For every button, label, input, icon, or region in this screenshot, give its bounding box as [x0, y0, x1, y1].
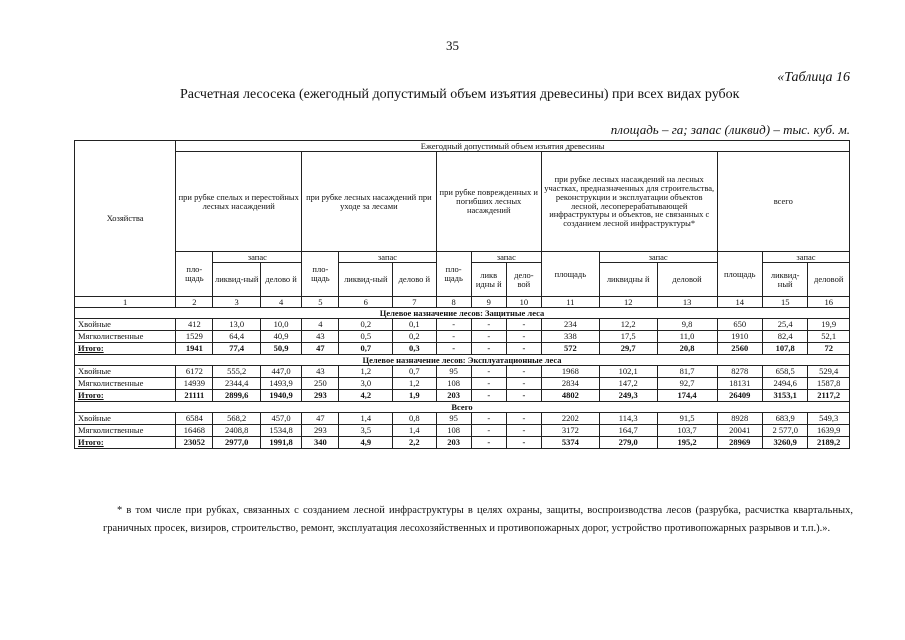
- table-cell: 4: [302, 319, 339, 331]
- table-cell: 8278: [717, 366, 762, 378]
- table-cell: 338: [541, 331, 599, 343]
- table-cell: 2834: [541, 378, 599, 390]
- table-cell: 279,0: [599, 437, 657, 449]
- table-cell: 77,4: [213, 343, 261, 355]
- header-stock: запас: [762, 252, 849, 263]
- column-number: 2: [176, 297, 213, 308]
- table-cell: 1,9: [393, 390, 436, 402]
- table-cell: 9,8: [657, 319, 717, 331]
- table-cell: 12,2: [599, 319, 657, 331]
- table-cell: -: [506, 437, 541, 449]
- table-cell: 0,5: [339, 331, 393, 343]
- header-stock: запас: [339, 252, 436, 263]
- table-cell: 16468: [176, 425, 213, 437]
- table-cell: 40,9: [260, 331, 301, 343]
- total-row: [75, 390, 850, 402]
- table-cell: 103,7: [657, 425, 717, 437]
- table-cell: 250: [302, 378, 339, 390]
- column-number: 14: [717, 297, 762, 308]
- table-cell: 8928: [717, 413, 762, 425]
- section-header-row: [75, 355, 850, 366]
- section-title: Всего: [75, 402, 850, 413]
- units-note: площадь – га; запас (ликвид) – тыс. куб. м.: [610, 122, 850, 137]
- table-cell: 0,7: [339, 343, 393, 355]
- header-area: пло-щадь: [176, 252, 213, 297]
- section-header-row: [75, 402, 850, 413]
- table-cell: 0,1: [393, 319, 436, 331]
- column-numbers-row: [75, 297, 850, 308]
- table-cell: 4,2: [339, 390, 393, 402]
- table-cell: -: [436, 343, 471, 355]
- header-stock: запас: [213, 252, 302, 263]
- table-cell: 164,7: [599, 425, 657, 437]
- table-cell: 293: [302, 425, 339, 437]
- harvest-table: [74, 140, 850, 449]
- header-farm: Хозяйства: [75, 141, 176, 297]
- table-row: [75, 319, 850, 331]
- column-number: 13: [657, 297, 717, 308]
- table-cell: 0,3: [393, 343, 436, 355]
- section-header-row: [75, 308, 850, 319]
- table-cell: 549,3: [808, 413, 850, 425]
- header-liquid: ликвидны й: [599, 263, 657, 297]
- table-cell: -: [436, 331, 471, 343]
- table-cell: 1,2: [339, 366, 393, 378]
- table-cell: 249,3: [599, 390, 657, 402]
- row-name: Итого:: [75, 390, 176, 402]
- table-cell: 0,2: [339, 319, 393, 331]
- table-cell: -: [506, 343, 541, 355]
- table-cell: 3153,1: [762, 390, 807, 402]
- table-cell: -: [471, 413, 506, 425]
- header-group-total: всего: [717, 152, 849, 252]
- table-cell: 95: [436, 366, 471, 378]
- table-cell: 650: [717, 319, 762, 331]
- header-business: делово й: [260, 263, 301, 297]
- table-cell: 457,0: [260, 413, 301, 425]
- table-cell: 28969: [717, 437, 762, 449]
- table-cell: -: [471, 343, 506, 355]
- table-cell: 23052: [176, 437, 213, 449]
- table-cell: 203: [436, 390, 471, 402]
- table-cell: 47: [302, 343, 339, 355]
- header-liquid: ликв идны й: [471, 263, 506, 297]
- table-cell: 95: [436, 413, 471, 425]
- table-cell: 293: [302, 390, 339, 402]
- table-cell: 2,2: [393, 437, 436, 449]
- table-cell: 1968: [541, 366, 599, 378]
- header-group-mature: при рубке спелых и перестойных лесных насаждений: [176, 152, 302, 252]
- table-cell: 1991,8: [260, 437, 301, 449]
- header-liquid: ликвид-ный: [339, 263, 393, 297]
- table-cell: 82,4: [762, 331, 807, 343]
- table-cell: 1,4: [339, 413, 393, 425]
- table-cell: 1534,8: [260, 425, 301, 437]
- column-number: 3: [213, 297, 261, 308]
- header-area: площадь: [541, 252, 599, 297]
- table-cell: -: [506, 413, 541, 425]
- table-cell: -: [471, 378, 506, 390]
- table-cell: 2202: [541, 413, 599, 425]
- table-cell: 2899,6: [213, 390, 261, 402]
- header-group-damaged: при рубке поврежденных и погибших лесных насаждений: [436, 152, 541, 252]
- row-name: Мягколиственные: [75, 331, 176, 343]
- table-cell: 555,2: [213, 366, 261, 378]
- row-name: Хвойные: [75, 413, 176, 425]
- table-cell: 2560: [717, 343, 762, 355]
- table-cell: 1587,8: [808, 378, 850, 390]
- table-cell: 17,5: [599, 331, 657, 343]
- table-cell: 52,1: [808, 331, 850, 343]
- table-cell: 11,0: [657, 331, 717, 343]
- table-cell: 10,0: [260, 319, 301, 331]
- table-row: [75, 331, 850, 343]
- table-cell: 20041: [717, 425, 762, 437]
- table-row: [75, 425, 850, 437]
- column-number: 8: [436, 297, 471, 308]
- table-cell: 234: [541, 319, 599, 331]
- table-cell: -: [471, 331, 506, 343]
- row-name: Итого:: [75, 437, 176, 449]
- table-cell: 1,4: [393, 425, 436, 437]
- column-number: 5: [302, 297, 339, 308]
- header-business: делово й: [393, 263, 436, 297]
- table-cell: 568,2: [213, 413, 261, 425]
- header-business: деловой: [808, 263, 850, 297]
- header-liquid: ликвид-ный: [213, 263, 261, 297]
- table-cell: -: [506, 390, 541, 402]
- table-cell: 6584: [176, 413, 213, 425]
- table-row: [75, 366, 850, 378]
- table-cell: 26409: [717, 390, 762, 402]
- column-number: 12: [599, 297, 657, 308]
- row-name: Итого:: [75, 343, 176, 355]
- table-cell: -: [506, 366, 541, 378]
- footnote: [103, 502, 853, 538]
- table-cell: -: [471, 390, 506, 402]
- header-area: площадь: [717, 252, 762, 297]
- table-cell: 2344,4: [213, 378, 261, 390]
- table-cell: 18131: [717, 378, 762, 390]
- table-cell: 81,7: [657, 366, 717, 378]
- table-cell: 14939: [176, 378, 213, 390]
- row-name: Хвойные: [75, 319, 176, 331]
- header-area: пло-щадь: [436, 252, 471, 297]
- table-cell: 3,5: [339, 425, 393, 437]
- table-cell: -: [506, 378, 541, 390]
- table-cell: 91,5: [657, 413, 717, 425]
- table-cell: 1,2: [393, 378, 436, 390]
- table-cell: 43: [302, 331, 339, 343]
- header-stock: запас: [599, 252, 717, 263]
- table-cell: 1529: [176, 331, 213, 343]
- table-cell: 4802: [541, 390, 599, 402]
- table-cell: 2 577,0: [762, 425, 807, 437]
- table-cell: 92,7: [657, 378, 717, 390]
- column-number: 15: [762, 297, 807, 308]
- column-number: 4: [260, 297, 301, 308]
- table-cell: 683,9: [762, 413, 807, 425]
- table-cell: -: [471, 437, 506, 449]
- table-cell: -: [506, 425, 541, 437]
- table-cell: 2117,2: [808, 390, 850, 402]
- total-row: [75, 343, 850, 355]
- table-cell: 1940,9: [260, 390, 301, 402]
- column-number: 1: [75, 297, 176, 308]
- table-cell: 3260,9: [762, 437, 807, 449]
- header-group-care: при рубке лесных насаждений при уходе за лесами: [302, 152, 436, 252]
- table-cell: 2408,8: [213, 425, 261, 437]
- table-cell: 340: [302, 437, 339, 449]
- table-cell: 102,1: [599, 366, 657, 378]
- table-cell: 2189,2: [808, 437, 850, 449]
- table-cell: 108: [436, 378, 471, 390]
- table-cell: 529,4: [808, 366, 850, 378]
- table-cell: 1941: [176, 343, 213, 355]
- header-business: деловой: [657, 263, 717, 297]
- table-cell: 47: [302, 413, 339, 425]
- column-number: 9: [471, 297, 506, 308]
- table-row: [75, 378, 850, 390]
- table-cell: 108: [436, 425, 471, 437]
- header-stock: запас: [471, 252, 541, 263]
- header-liquid: ликвид-ный: [762, 263, 807, 297]
- table-cell: 13,0: [213, 319, 261, 331]
- table-row: [75, 413, 850, 425]
- table-cell: 43: [302, 366, 339, 378]
- table-cell: 21111: [176, 390, 213, 402]
- table-cell: 658,5: [762, 366, 807, 378]
- footnote-text: * в том числе при рубках, связанных с созданием лесной инфраструктуры в целях охраны, защиты, воспроизводства лесов (разрубка, расчистка квартальных, граничных просек, визиров, строительство, ремонт, эксплуатация лесохозяйственных и противопожарных дорог, устройство противопожарных разрывов и т.п.).».: [103, 505, 853, 534]
- table-cell: 50,9: [260, 343, 301, 355]
- table-cell: 64,4: [213, 331, 261, 343]
- table-cell: 203: [436, 437, 471, 449]
- document-title: Расчетная лесосека (ежегодный допустимый объем изъятия древесины) при всех видах рубок: [180, 87, 740, 102]
- section-title: Целевое назначение лесов: Защитные леса: [75, 308, 850, 319]
- column-number: 7: [393, 297, 436, 308]
- table-cell: -: [506, 319, 541, 331]
- section-title: Целевое назначение лесов: Эксплуатационные леса: [75, 355, 850, 366]
- table-cell: 412: [176, 319, 213, 331]
- table-cell: -: [471, 319, 506, 331]
- row-name: Мягколиственные: [75, 425, 176, 437]
- table-label: «Таблица 16: [777, 70, 850, 85]
- table-cell: 2977,0: [213, 437, 261, 449]
- table-cell: 572: [541, 343, 599, 355]
- table-cell: 29,7: [599, 343, 657, 355]
- table-cell: 195,2: [657, 437, 717, 449]
- table-cell: 0,2: [393, 331, 436, 343]
- column-number: 10: [506, 297, 541, 308]
- table-cell: 19,9: [808, 319, 850, 331]
- column-number: 6: [339, 297, 393, 308]
- table-cell: 1493,9: [260, 378, 301, 390]
- table-cell: -: [471, 366, 506, 378]
- row-name: Мягколиственные: [75, 378, 176, 390]
- column-number: 16: [808, 297, 850, 308]
- table-cell: -: [436, 319, 471, 331]
- table-cell: 2494,6: [762, 378, 807, 390]
- table-cell: 107,8: [762, 343, 807, 355]
- table-cell: -: [506, 331, 541, 343]
- table-cell: 147,2: [599, 378, 657, 390]
- table-cell: 174,4: [657, 390, 717, 402]
- table-cell: -: [471, 425, 506, 437]
- total-row: [75, 437, 850, 449]
- table-cell: 114,3: [599, 413, 657, 425]
- table-cell: 1910: [717, 331, 762, 343]
- header-business: дело-вой: [506, 263, 541, 297]
- table-cell: 20,8: [657, 343, 717, 355]
- table-cell: 447,0: [260, 366, 301, 378]
- row-name: Хвойные: [75, 366, 176, 378]
- header-group-infrastructure: при рубке лесных насаждений на лесных участках, предназначенных для строительства, реконструкции и эксплуатации объектов лесной, лесоперерабатывающей инфраструктуры и объектов, не связанных с созданием лесной инфраструктуры*: [541, 152, 717, 252]
- header-area: пло-щадь: [302, 252, 339, 297]
- header-annual: Ежегодный допустимый объем изъятия древесины: [176, 141, 850, 152]
- table-cell: 25,4: [762, 319, 807, 331]
- table-cell: 0,7: [393, 366, 436, 378]
- page-number: 35: [446, 38, 459, 53]
- table-cell: 4,9: [339, 437, 393, 449]
- table-cell: 3172: [541, 425, 599, 437]
- table-cell: 72: [808, 343, 850, 355]
- table-cell: 3,0: [339, 378, 393, 390]
- column-number: 11: [541, 297, 599, 308]
- table-cell: 1639,9: [808, 425, 850, 437]
- table-cell: 0,8: [393, 413, 436, 425]
- table-cell: 5374: [541, 437, 599, 449]
- table-cell: 6172: [176, 366, 213, 378]
